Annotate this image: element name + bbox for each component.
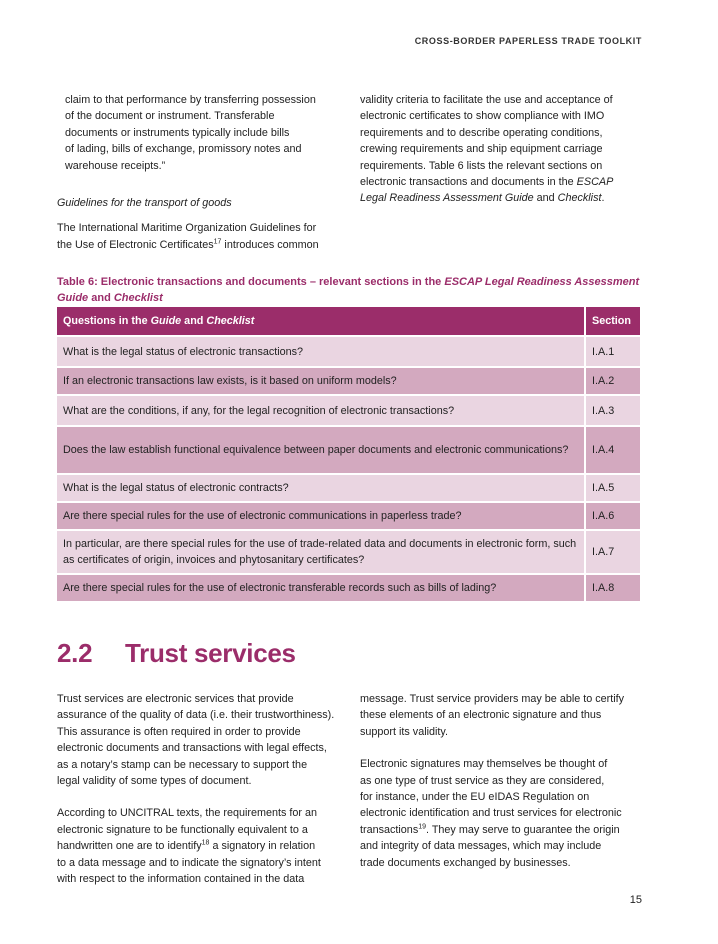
paragraph-line: with respect to the information contained in the data	[57, 873, 305, 886]
paragraph-line: as one type of trust service as they are considered,	[360, 774, 605, 787]
section-cell: I.A.7	[585, 530, 641, 574]
table-row	[57, 530, 641, 574]
table-row	[57, 574, 641, 602]
paragraph-line: for instance, under the EU eIDAS Regulation on	[360, 791, 590, 804]
section-cell: I.A.1	[585, 336, 641, 367]
paragraph-line: electronic identification and trust services for electronic	[360, 807, 622, 820]
paragraph-line	[360, 174, 650, 190]
question-cell: What is the legal status of electronic transactions?	[57, 336, 585, 367]
paragraph-line	[360, 190, 650, 206]
paragraph-line: legal validity of some types of document.	[57, 775, 252, 788]
paragraph-line: validity criteria to facilitate the use and acceptance of	[360, 94, 613, 106]
footnote-ref[interactable]: 19	[418, 823, 427, 831]
paragraph-line: to a data message and to indicate the signatory’s intent	[57, 856, 321, 869]
paragraph-line: Trust services are electronic services that provide	[57, 693, 294, 705]
question-cell: What is the legal status of electronic contracts?	[57, 474, 585, 502]
table-row	[57, 502, 641, 530]
section-title: Trust services	[125, 638, 296, 668]
header-italic: Guide	[150, 315, 182, 327]
paragraph-line: crewing requirements and ship equipment carriage	[360, 143, 603, 156]
paragraph-line: requirements. Table 6 lists the relevant sections on	[360, 159, 603, 172]
text-run: and	[533, 192, 558, 205]
table-row	[57, 395, 641, 426]
text-run: transactions	[360, 823, 419, 836]
paragraph-line	[57, 237, 347, 253]
quote-line: warehouse receipts.”	[65, 159, 166, 172]
text-run: handwritten one are to identify	[57, 840, 202, 853]
question-cell: If an electronic transactions law exists, is it based on uniform models?	[57, 367, 585, 395]
section-cell: I.A.2	[585, 367, 641, 395]
section-cell: I.A.4	[585, 426, 641, 474]
paragraph-line: trade documents exchanged by businesses.	[360, 856, 571, 869]
section-heading	[57, 638, 296, 669]
section-cell: I.A.6	[585, 502, 641, 530]
table-row	[57, 367, 641, 395]
paragraph-line: electronic certificates to show compliance with IMO	[360, 110, 605, 123]
quote-line: documents or instruments typically include bills	[65, 126, 290, 139]
question-cell: Are there special rules for the use of electronic communications in paperless trade?	[57, 502, 585, 530]
text-run: electronic transactions and documents in the	[360, 176, 577, 189]
subheading: Guidelines for the transport of goods	[57, 197, 232, 210]
table-row	[57, 474, 641, 502]
table-title-italic: ESCAP Legal Readiness Assessment Guide	[57, 276, 640, 304]
paragraph-line: support its validity.	[360, 725, 449, 738]
text-run: introduces common	[221, 238, 319, 251]
question-cell: What are the conditions, if any, for the legal recognition of electronic transactions?	[57, 395, 585, 426]
paragraph-line: assurance of the quality of data (i.e. their trustworthiness).	[57, 709, 335, 722]
paragraph-line: these elements of an electronic signature and thus	[360, 709, 602, 722]
table-row	[57, 426, 641, 474]
paragraph-line: electronic signature to be functionally equivalent to a	[57, 823, 308, 836]
section-cell: I.A.5	[585, 474, 641, 502]
paragraph-line: requirements and to describe operating conditions,	[360, 126, 603, 139]
table-title-text: Table 6: Electronic transactions and documents – relevant sections in the	[57, 276, 445, 288]
section-cell: I.A.3	[585, 395, 641, 426]
paragraph-line: This assurance is often required in order to provide	[57, 725, 301, 738]
question-cell: Does the law establish functional equivalence between paper documents and electronic communications?	[57, 426, 585, 474]
paragraph-line: message. Trust service providers may be able to certify	[360, 693, 625, 705]
quote-line: of lading, bills of exchange, promissory notes and	[65, 143, 302, 156]
text-run: . They may serve to guarantee the origin	[426, 823, 620, 836]
text-run: .	[601, 192, 605, 205]
legal-readiness-table	[57, 307, 642, 603]
quote-line: of the document or instrument. Transferable	[65, 110, 275, 123]
paragraph-line	[360, 822, 650, 838]
bottom-left-column	[57, 691, 352, 887]
table-title-text: and	[88, 292, 114, 304]
bottom-right-column	[360, 691, 650, 871]
running-header: CROSS-BORDER PAPERLESS TRADE TOOLKIT	[414, 36, 642, 46]
header-text: and	[181, 315, 207, 327]
text-run: a signatory in relation	[209, 840, 316, 853]
paragraph-line: electronic documents and transactions with legal effects,	[57, 742, 327, 755]
section-number: 2.2	[57, 638, 93, 668]
italic-text: Legal Readiness Assessment Guide	[360, 192, 534, 205]
italic-text: ESCAP	[576, 176, 614, 189]
text-run: the Use of Electronic Certificates	[57, 238, 214, 251]
page-number: 15	[629, 894, 642, 906]
quote-line: claim to that performance by transferring possession	[65, 94, 316, 106]
top-right-column	[360, 92, 650, 207]
paragraph-line: According to UNCITRAL texts, the requirements for an	[57, 807, 318, 820]
column-header-questions	[57, 307, 585, 336]
footnote-ref[interactable]: 18	[201, 839, 210, 847]
column-header-section: Section	[585, 307, 641, 336]
top-left-column	[57, 92, 347, 253]
paragraph-line	[57, 838, 352, 854]
table-title	[57, 274, 647, 306]
header-text: Questions in the	[63, 315, 151, 327]
question-cell: Are there special rules for the use of electronic transferable records such as bills of lading?	[57, 574, 585, 602]
block-quote	[57, 92, 347, 174]
paragraph-line: Electronic signatures may themselves be thought of	[360, 758, 608, 771]
italic-text: Checklist	[557, 192, 602, 205]
footnote-ref[interactable]: 17	[213, 238, 222, 246]
header-italic: Checklist	[206, 315, 255, 327]
table-title-italic: Checklist	[113, 292, 163, 304]
paragraph-line: The International Maritime Organization Guidelines for	[57, 222, 317, 235]
question-cell: In particular, are there special rules for the use of trade-related data and documents in electronic form, such as certificates of origin, invoices and phytosanitary certificates?	[57, 530, 585, 574]
paragraph-line: as a notary’s stamp can be necessary to support the	[57, 758, 308, 771]
table-row	[57, 336, 641, 367]
paragraph-line: and integrity of data messages, which may include	[360, 840, 602, 853]
table-header-row	[57, 307, 641, 336]
section-cell: I.A.8	[585, 574, 641, 602]
